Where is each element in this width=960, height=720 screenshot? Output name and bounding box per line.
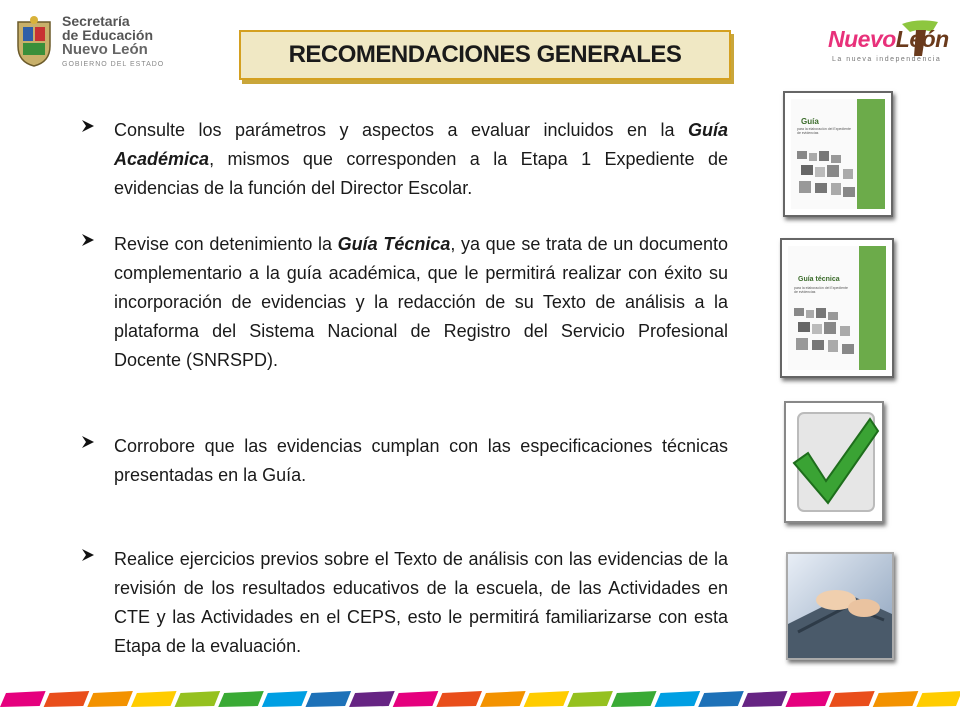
- brand-word-nuevo: Nuevo: [828, 26, 896, 52]
- stripe-segment: [785, 691, 831, 707]
- bullet-item-4: [80, 545, 728, 661]
- cover-title: Guía técnica: [798, 276, 840, 283]
- stripe-segment: [698, 691, 744, 707]
- checkmark-icon: [786, 403, 882, 521]
- stripe-segment: [262, 691, 308, 707]
- stripe-segment: [305, 691, 351, 707]
- stripe-segment: [873, 691, 919, 707]
- secretaria-educacion-logo: [14, 12, 224, 76]
- typing-hands-icon: [788, 554, 892, 658]
- arrow-bullet-icon: [80, 232, 96, 248]
- brand-word-leon: León: [895, 26, 949, 52]
- stripe-segment: [742, 691, 788, 707]
- stripe-segment: [524, 691, 570, 707]
- brand-tagline: La nueva independencia: [832, 56, 942, 63]
- stripe-segment: [393, 691, 439, 707]
- stripe-segment: [480, 691, 526, 707]
- stripe-segment: [829, 691, 875, 707]
- stripe-segment: [611, 691, 657, 707]
- title-banner: [239, 30, 731, 80]
- guia-academica-cover: [783, 91, 893, 217]
- nuevo-leon-brand-logo: [828, 18, 949, 70]
- stripe-segment: [436, 691, 482, 707]
- color-stripe-decoration: [0, 690, 960, 708]
- cover-subtitle: para la elaboración del Expediente de evidencias: [797, 127, 851, 135]
- stripe-segment: [349, 691, 395, 707]
- stripe-segment: [175, 691, 221, 707]
- cover-collage-icon: [792, 306, 860, 364]
- bullet-item-3: [80, 432, 728, 490]
- page-title: RECOMENDACIONES GENERALES: [288, 41, 682, 68]
- state-crest-icon: [14, 16, 54, 68]
- bullet-text: Revise con detenimiento la Guía Técnica, ya que se trata de un documento complementario a la guía académica, que le permitirá realizar con éxito su incorporación de evidencias y la redacción de su Texto de análisis a la plataforma del Sistema Nacional de Registro del Servicio Profesional Docente (SNRSPD).: [114, 234, 728, 370]
- arrow-bullet-icon: [80, 547, 96, 563]
- bullet-text: Realice ejercicios previos sobre el Texto de análisis con las evidencias de la revisión de los resultados educativos de la escuela, de las Actividades en CTE y las Actividades en el CEPS, esto le permitirá familiarizarse con esta Etapa de la evaluación.: [114, 549, 728, 656]
- stripe-segment: [916, 691, 960, 707]
- logo-line-educacion: de Educación: [62, 27, 154, 43]
- checkmark-image: [784, 401, 884, 523]
- stripe-segment: [567, 691, 613, 707]
- stripe-segment: [131, 691, 177, 707]
- stripe-segment: [44, 691, 90, 707]
- guia-tecnica-cover: [780, 238, 894, 378]
- cover-subtitle: para la elaboración del Expediente de evidencias: [794, 286, 848, 294]
- cover-collage-icon: [795, 149, 859, 205]
- logo-line-secretaria: Secretaría: [62, 13, 130, 29]
- bullet-item-2: [80, 230, 728, 375]
- logo-line-nuevo-leon: Nuevo León: [62, 41, 148, 58]
- stripe-segment: [87, 691, 133, 707]
- cover-title: Guía: [801, 117, 819, 126]
- bullet-text: Corrobore que las evidencias cumplan con las especificaciones técnicas presentadas en la Guía.: [114, 436, 728, 485]
- logo-line-gobierno: GOBIERNO DEL ESTADO: [62, 61, 165, 68]
- stripe-segment: [218, 691, 264, 707]
- stripe-segment: [655, 691, 701, 707]
- stripe-segment: [0, 691, 46, 707]
- bullet-item-1: [80, 116, 728, 203]
- arrow-bullet-icon: [80, 118, 96, 134]
- keyboard-hands-photo: [786, 552, 894, 660]
- arrow-bullet-icon: [80, 434, 96, 450]
- bullet-text: Consulte los parámetros y aspectos a evaluar incluidos en la Guía Académica, mismos que corresponden a la Etapa 1 Expediente de evidencias de la función del Director Escolar.: [114, 120, 728, 198]
